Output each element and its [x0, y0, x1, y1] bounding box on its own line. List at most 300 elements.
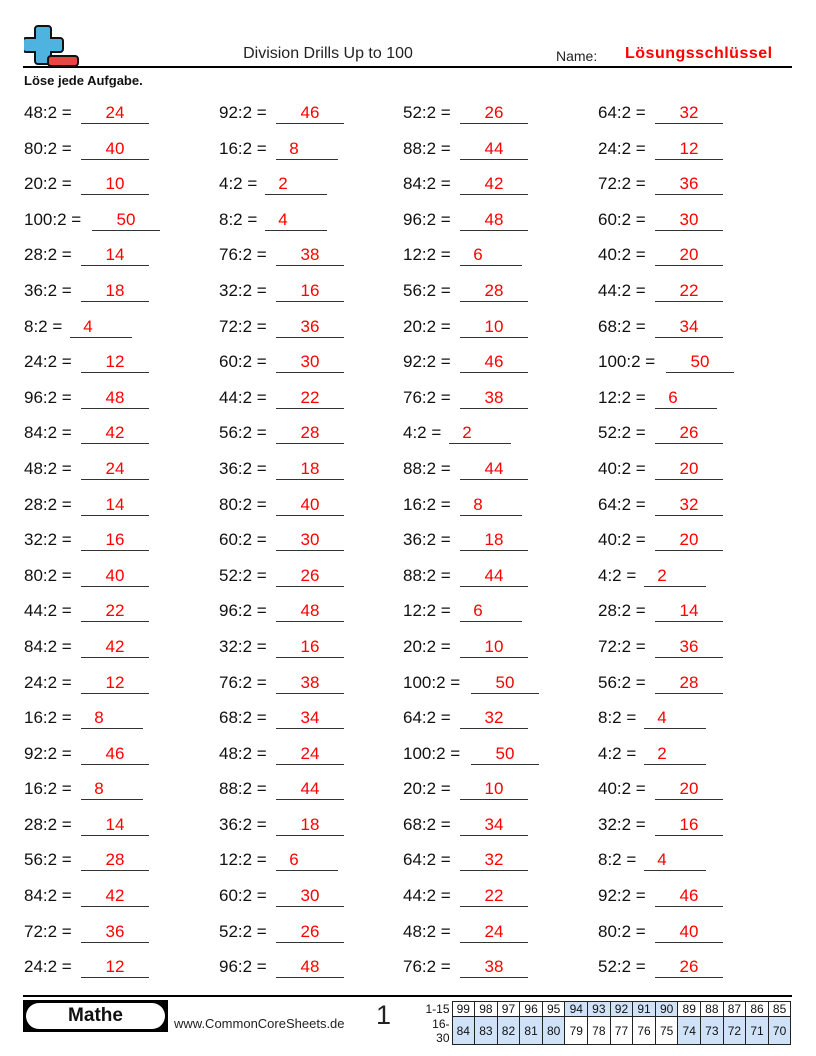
- answer-blank[interactable]: [265, 194, 327, 195]
- answer-value: 50: [495, 743, 515, 763]
- problem-item: [219, 311, 409, 347]
- problem-item: [403, 524, 593, 560]
- answer-value: 24: [105, 458, 125, 478]
- answer-value: 44: [484, 458, 504, 478]
- answer-value: 40: [105, 565, 125, 585]
- problem-item: [24, 880, 214, 916]
- answer-blank[interactable]: [655, 906, 723, 907]
- answer-blank[interactable]: [276, 657, 344, 658]
- problem-item: [219, 453, 409, 489]
- problem-question: 52:2 =: [219, 921, 267, 941]
- problem-item: [403, 168, 593, 204]
- problem-question: 76:2 =: [219, 245, 267, 265]
- answer-blank[interactable]: [276, 728, 344, 729]
- answer-value: 10: [484, 636, 504, 656]
- answer-blank[interactable]: [460, 621, 522, 622]
- score-cell: 98: [475, 1002, 498, 1017]
- score-cell: 88: [701, 1002, 724, 1017]
- score-cell: 79: [565, 1017, 588, 1045]
- problem-item: [24, 773, 214, 809]
- problem-row: [24, 773, 794, 809]
- answer-blank[interactable]: [81, 586, 149, 587]
- answer-blank[interactable]: [460, 337, 528, 338]
- answer-blank[interactable]: [276, 977, 344, 978]
- problem-question: 32:2 =: [24, 530, 72, 550]
- answer-value: 26: [679, 423, 699, 443]
- problem-item: [24, 275, 214, 311]
- answer-blank[interactable]: [460, 265, 522, 266]
- problem-item: [24, 667, 214, 703]
- answer-blank[interactable]: [81, 764, 149, 765]
- problem-question: 48:2 =: [24, 458, 72, 478]
- problem-row: [24, 844, 794, 880]
- answer-blank[interactable]: [276, 693, 344, 694]
- problem-item: [403, 809, 593, 845]
- answer-blank[interactable]: [81, 870, 149, 871]
- problem-item: [24, 560, 214, 596]
- answer-value: 46: [679, 886, 699, 906]
- problem-question: 92:2 =: [219, 103, 267, 122]
- answer-blank[interactable]: [81, 550, 149, 551]
- problem-question: 64:2 =: [403, 850, 451, 870]
- problem-question: 4:2 =: [598, 565, 637, 585]
- answer-blank[interactable]: [276, 906, 344, 907]
- answer-blank[interactable]: [655, 123, 723, 124]
- score-cell: 76: [633, 1017, 656, 1045]
- problem-question: 28:2 =: [24, 814, 72, 834]
- problem-item: [598, 631, 788, 667]
- answer-value: 2: [657, 565, 667, 585]
- answer-blank[interactable]: [460, 906, 528, 907]
- problem-item: [403, 880, 593, 916]
- problem-item: [598, 489, 788, 525]
- answer-blank[interactable]: [276, 586, 344, 587]
- answer-value: 22: [484, 886, 504, 906]
- score-cell: 99: [452, 1002, 475, 1017]
- answer-value: 26: [679, 957, 699, 977]
- problem-item: [219, 773, 409, 809]
- problem-item: [24, 168, 214, 204]
- problem-question: 84:2 =: [24, 636, 72, 656]
- answer-value: 28: [105, 850, 125, 870]
- answer-value: 8: [473, 494, 483, 514]
- problem-item: [403, 275, 593, 311]
- problem-item: [219, 133, 409, 169]
- answer-value: 16: [105, 530, 125, 550]
- problem-question: 4:2 =: [219, 174, 258, 194]
- score-cell: 75: [655, 1017, 678, 1045]
- score-cell: 82: [497, 1017, 520, 1045]
- answer-blank[interactable]: [460, 230, 528, 231]
- answer-blank[interactable]: [92, 230, 160, 231]
- score-cell: 93: [588, 1002, 611, 1017]
- problem-question: 60:2 =: [598, 209, 646, 229]
- answer-blank[interactable]: [276, 799, 344, 800]
- score-cell: 85: [768, 1002, 791, 1017]
- answer-value: 2: [462, 423, 472, 443]
- problem-item: [403, 453, 593, 489]
- score-cell: 94: [565, 1002, 588, 1017]
- problem-question: 48:2 =: [219, 743, 267, 763]
- problem-row: [24, 417, 794, 453]
- answer-blank[interactable]: [471, 764, 539, 765]
- problem-item: [219, 702, 409, 738]
- problem-question: 12:2 =: [598, 387, 646, 407]
- problem-question: 52:2 =: [403, 103, 451, 122]
- problem-question: 88:2 =: [403, 458, 451, 478]
- problem-question: 20:2 =: [403, 316, 451, 336]
- answer-blank[interactable]: [81, 408, 149, 409]
- answer-blank[interactable]: [81, 372, 149, 373]
- answer-blank[interactable]: [655, 194, 723, 195]
- score-cell: 84: [452, 1017, 475, 1045]
- problem-item: [403, 951, 593, 987]
- answer-blank[interactable]: [655, 230, 723, 231]
- answer-value: 16: [300, 280, 320, 300]
- problem-question: 52:2 =: [598, 423, 646, 443]
- answer-value: 42: [105, 636, 125, 656]
- answer-blank[interactable]: [276, 159, 338, 160]
- problem-row: [24, 133, 794, 169]
- answer-value: 22: [679, 280, 699, 300]
- instructions: Löse jede Aufgabe.: [24, 73, 143, 88]
- problem-row: [24, 524, 794, 560]
- problem-question: 20:2 =: [403, 636, 451, 656]
- answer-value: 4: [657, 850, 667, 870]
- problem-question: 16:2 =: [24, 708, 72, 728]
- answer-value: 16: [300, 636, 320, 656]
- problem-item: [403, 702, 593, 738]
- problem-question: 40:2 =: [598, 458, 646, 478]
- answer-blank[interactable]: [81, 301, 149, 302]
- problem-item: [598, 382, 788, 418]
- answer-value: 2: [657, 743, 667, 763]
- problem-item: [598, 560, 788, 596]
- answer-blank[interactable]: [70, 337, 132, 338]
- answer-blank[interactable]: [460, 372, 528, 373]
- problem-row: [24, 560, 794, 596]
- answer-value: 38: [300, 672, 320, 692]
- problem-grid: [24, 97, 794, 987]
- problem-item: [598, 239, 788, 275]
- problem-item: [598, 133, 788, 169]
- answer-blank[interactable]: [460, 301, 528, 302]
- problem-question: 60:2 =: [219, 886, 267, 906]
- problem-item: [598, 97, 788, 133]
- problem-question: 56:2 =: [598, 672, 646, 692]
- answer-blank[interactable]: [666, 372, 734, 373]
- problem-item: [24, 133, 214, 169]
- answer-blank[interactable]: [655, 657, 723, 658]
- answer-blank[interactable]: [276, 870, 338, 871]
- answer-blank[interactable]: [460, 657, 528, 658]
- answer-value: 46: [300, 103, 320, 122]
- problem-item: [219, 560, 409, 596]
- problem-item: [598, 453, 788, 489]
- problem-question: 16:2 =: [219, 138, 267, 158]
- answer-blank[interactable]: [460, 408, 528, 409]
- score-range-label: 1-15: [425, 1002, 450, 1016]
- problem-item: [24, 524, 214, 560]
- answer-blank[interactable]: [655, 443, 723, 444]
- problem-question: 96:2 =: [219, 601, 267, 621]
- problem-question: 100:2 =: [403, 672, 461, 692]
- answer-value: 42: [105, 423, 125, 443]
- answer-blank[interactable]: [276, 408, 344, 409]
- answer-blank[interactable]: [81, 123, 149, 124]
- answer-value: 16: [679, 814, 699, 834]
- answer-blank[interactable]: [276, 550, 344, 551]
- problem-item: [24, 489, 214, 525]
- answer-value: 26: [300, 921, 320, 941]
- worksheet-title: Division Drills Up to 100: [243, 45, 413, 62]
- answer-blank[interactable]: [471, 693, 539, 694]
- answer-blank[interactable]: [460, 550, 528, 551]
- problem-item: [219, 524, 409, 560]
- answer-blank[interactable]: [276, 621, 344, 622]
- answer-blank[interactable]: [644, 764, 706, 765]
- answer-blank[interactable]: [460, 870, 528, 871]
- answer-blank[interactable]: [655, 799, 723, 800]
- problem-row: [24, 916, 794, 952]
- problem-item: [24, 239, 214, 275]
- answer-blank[interactable]: [460, 942, 528, 943]
- answer-blank[interactable]: [655, 621, 723, 622]
- problem-question: 56:2 =: [403, 280, 451, 300]
- problem-item: [24, 97, 214, 133]
- answer-value: 18: [484, 530, 504, 550]
- problem-question: 80:2 =: [219, 494, 267, 514]
- problem-item: [24, 595, 214, 631]
- problem-item: [403, 560, 593, 596]
- answer-blank[interactable]: [276, 301, 344, 302]
- answer-blank[interactable]: [265, 230, 327, 231]
- answer-blank[interactable]: [276, 515, 344, 516]
- answer-blank[interactable]: [81, 443, 149, 444]
- problem-question: 72:2 =: [598, 636, 646, 656]
- answer-value: 50: [495, 672, 515, 692]
- answer-value: 22: [300, 387, 320, 407]
- problem-question: 68:2 =: [219, 708, 267, 728]
- problem-item: [24, 631, 214, 667]
- answer-value: 36: [300, 316, 320, 336]
- problem-question: 28:2 =: [24, 494, 72, 514]
- problem-item: [219, 667, 409, 703]
- problem-question: 84:2 =: [24, 423, 72, 443]
- problem-question: 24:2 =: [598, 138, 646, 158]
- problem-question: 92:2 =: [598, 886, 646, 906]
- answer-blank[interactable]: [460, 194, 528, 195]
- answer-blank[interactable]: [655, 693, 723, 694]
- answer-blank[interactable]: [81, 479, 149, 480]
- problem-question: 68:2 =: [403, 814, 451, 834]
- problem-question: 4:2 =: [403, 423, 442, 443]
- answer-value: 4: [83, 316, 93, 336]
- problem-item: [598, 773, 788, 809]
- problem-row: [24, 667, 794, 703]
- problem-item: [219, 97, 409, 133]
- problem-item: [219, 382, 409, 418]
- problem-question: 28:2 =: [598, 601, 646, 621]
- problem-question: 40:2 =: [598, 245, 646, 265]
- problem-question: 48:2 =: [24, 103, 72, 122]
- answer-blank[interactable]: [81, 942, 149, 943]
- answer-blank[interactable]: [644, 728, 706, 729]
- answer-value: 8: [94, 708, 104, 728]
- answer-blank[interactable]: [81, 906, 149, 907]
- answer-blank[interactable]: [276, 265, 344, 266]
- answer-blank[interactable]: [460, 159, 528, 160]
- answer-blank[interactable]: [655, 835, 723, 836]
- problem-question: 72:2 =: [24, 921, 72, 941]
- answer-blank[interactable]: [460, 977, 528, 978]
- page-number: 1: [376, 1000, 392, 1030]
- answer-blank[interactable]: [81, 693, 149, 694]
- score-cell: 83: [475, 1017, 498, 1045]
- answer-blank[interactable]: [655, 301, 723, 302]
- problem-item: [598, 809, 788, 845]
- answer-value: 30: [300, 530, 320, 550]
- answer-blank[interactable]: [655, 337, 723, 338]
- answer-blank[interactable]: [655, 265, 723, 266]
- problem-item: [598, 417, 788, 453]
- problem-row: [24, 239, 794, 275]
- score-cell: 73: [701, 1017, 724, 1045]
- problem-question: 4:2 =: [598, 743, 637, 763]
- answer-blank[interactable]: [655, 479, 723, 480]
- answer-blank[interactable]: [81, 265, 149, 266]
- answer-value: 26: [484, 103, 504, 122]
- problem-row: [24, 275, 794, 311]
- answer-blank[interactable]: [460, 123, 528, 124]
- answer-blank[interactable]: [655, 942, 723, 943]
- answer-value: 20: [679, 779, 699, 799]
- answer-blank[interactable]: [644, 870, 706, 871]
- answer-value: 10: [105, 174, 125, 194]
- answer-value: 24: [300, 743, 320, 763]
- problem-question: 44:2 =: [24, 601, 72, 621]
- answer-value: 20: [679, 530, 699, 550]
- problem-item: [219, 951, 409, 987]
- brand-label: Mathe: [26, 1003, 165, 1029]
- problem-item: [403, 844, 593, 880]
- answer-blank[interactable]: [81, 835, 149, 836]
- problem-question: 12:2 =: [403, 601, 451, 621]
- problem-question: 44:2 =: [219, 387, 267, 407]
- problem-item: [219, 275, 409, 311]
- answer-blank[interactable]: [276, 337, 344, 338]
- problem-item: [598, 168, 788, 204]
- problem-question: 12:2 =: [403, 245, 451, 265]
- answer-blank[interactable]: [460, 515, 522, 516]
- answer-blank[interactable]: [81, 799, 143, 800]
- score-cell: 90: [655, 1002, 678, 1017]
- problem-question: 100:2 =: [598, 352, 656, 372]
- answer-blank[interactable]: [81, 159, 149, 160]
- answer-blank[interactable]: [81, 515, 149, 516]
- answer-value: 6: [668, 387, 678, 407]
- problem-question: 20:2 =: [24, 174, 72, 194]
- answer-blank[interactable]: [81, 977, 149, 978]
- problem-item: [24, 738, 214, 774]
- score-range-label: 16-30: [432, 1016, 450, 1045]
- answer-blank[interactable]: [276, 764, 344, 765]
- problem-question: 16:2 =: [24, 779, 72, 799]
- problem-row: [24, 880, 794, 916]
- score-cell: 87: [723, 1002, 746, 1017]
- answer-blank[interactable]: [449, 443, 511, 444]
- answer-blank[interactable]: [276, 443, 344, 444]
- problem-item: [598, 311, 788, 347]
- answer-blank[interactable]: [276, 479, 344, 480]
- problem-item: [403, 738, 593, 774]
- score-cell: 86: [746, 1002, 769, 1017]
- answer-blank[interactable]: [276, 942, 344, 943]
- answer-value: 32: [679, 103, 699, 122]
- problem-question: 36:2 =: [219, 814, 267, 834]
- answer-blank[interactable]: [276, 372, 344, 373]
- answer-value: 12: [105, 957, 125, 977]
- answer-blank[interactable]: [81, 657, 149, 658]
- answer-blank[interactable]: [655, 159, 723, 160]
- problem-question: 84:2 =: [24, 886, 72, 906]
- problem-item: [219, 204, 409, 240]
- score-cell: 80: [542, 1017, 565, 1045]
- answer-value: 2: [278, 174, 288, 194]
- score-cell: 77: [610, 1017, 633, 1045]
- problem-question: 96:2 =: [219, 957, 267, 977]
- problem-item: [24, 844, 214, 880]
- answer-blank[interactable]: [276, 835, 344, 836]
- problem-question: 64:2 =: [403, 708, 451, 728]
- answer-value: 24: [484, 921, 504, 941]
- name-label: Name:: [556, 48, 598, 64]
- answer-blank[interactable]: [460, 728, 528, 729]
- answer-value: 34: [300, 708, 320, 728]
- answer-blank[interactable]: [81, 621, 149, 622]
- answer-value: 8: [289, 138, 299, 158]
- answer-blank[interactable]: [655, 977, 723, 978]
- answer-blank[interactable]: [655, 550, 723, 551]
- answer-blank[interactable]: [460, 479, 528, 480]
- score-cell: 89: [678, 1002, 701, 1017]
- answer-value: 44: [484, 565, 504, 585]
- answer-value: 4: [278, 209, 288, 229]
- answer-value: 32: [679, 494, 699, 514]
- answer-value: 12: [105, 672, 125, 692]
- answer-blank[interactable]: [644, 586, 706, 587]
- problem-question: 40:2 =: [598, 779, 646, 799]
- answer-value: 40: [105, 138, 125, 158]
- answer-blank[interactable]: [460, 586, 528, 587]
- answer-blank[interactable]: [460, 799, 528, 800]
- problem-question: 32:2 =: [219, 280, 267, 300]
- problem-question: 48:2 =: [403, 921, 451, 941]
- answer-value: 6: [289, 850, 299, 870]
- answer-blank[interactable]: [655, 515, 723, 516]
- worksheet-header: [23, 20, 792, 68]
- answer-blank[interactable]: [460, 835, 528, 836]
- problem-question: 28:2 =: [24, 245, 72, 265]
- answer-blank[interactable]: [81, 728, 143, 729]
- answer-blank[interactable]: [276, 123, 344, 124]
- problem-row: [24, 702, 794, 738]
- problem-question: 36:2 =: [403, 530, 451, 550]
- score-cell: 91: [633, 1002, 656, 1017]
- answer-blank[interactable]: [81, 194, 149, 195]
- answer-blank[interactable]: [655, 408, 717, 409]
- answer-value: 38: [484, 957, 504, 977]
